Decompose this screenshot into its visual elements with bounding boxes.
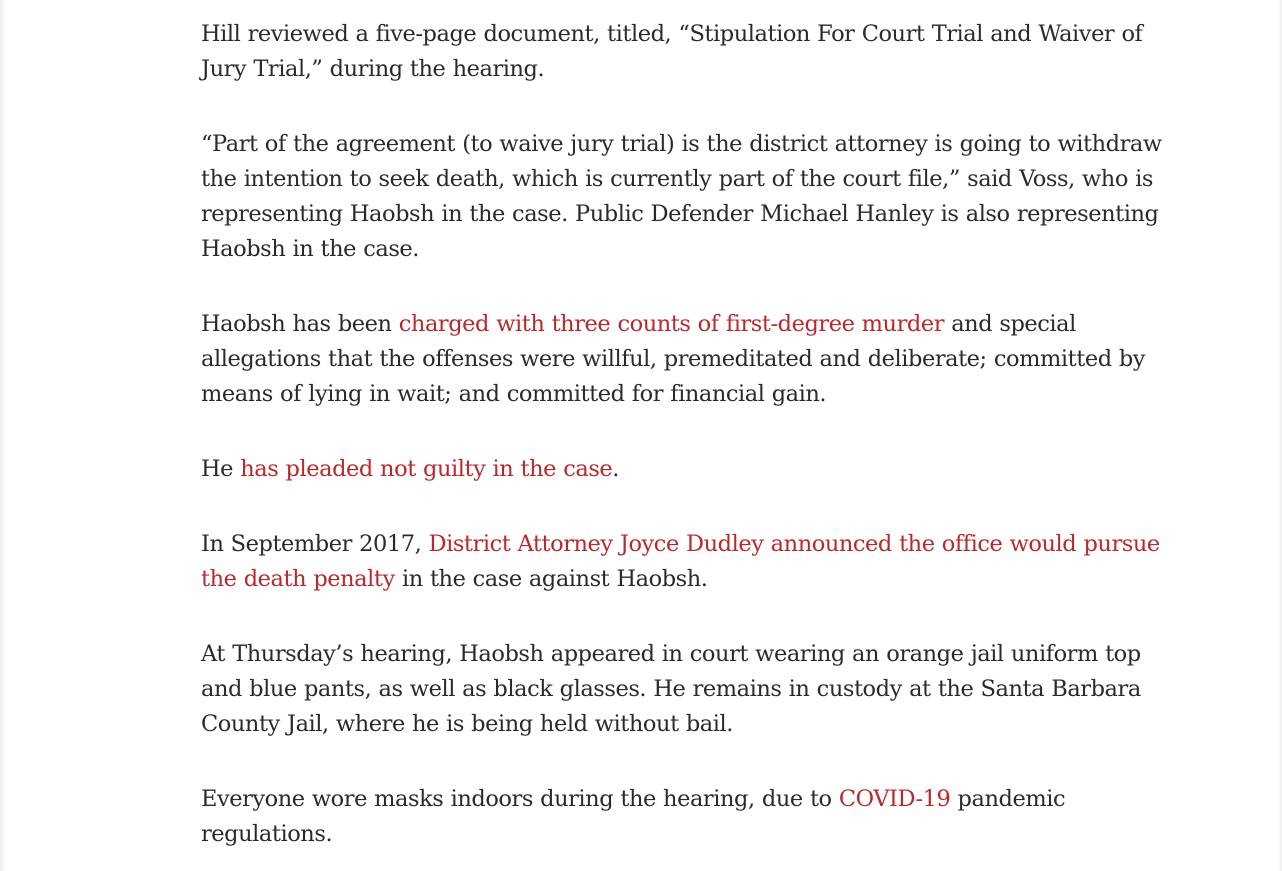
article-body [201, 17, 1166, 871]
paragraph-text: . [612, 456, 619, 482]
link-covid-19[interactable]: COVID-19 [838, 786, 951, 812]
paragraph-text: and special allegations that the offenses were willful, premeditated and deliberate; committed by means of lying in wait; and committed for financial gain. [201, 311, 1146, 407]
article-paragraph [201, 127, 1166, 267]
paragraph-text: Everyone wore masks indoors during the hearing, due to [201, 786, 839, 812]
article-paragraph [201, 307, 1166, 412]
paragraph-text: He [201, 456, 241, 482]
page-right-edge [1278, 0, 1282, 871]
paragraph-text: In September 2017, [201, 531, 429, 557]
article-paragraph [201, 452, 1166, 487]
paragraph-text: Haobsh has been [201, 311, 399, 337]
article-paragraph [201, 637, 1166, 742]
paragraph-text: pandemic regulations. [201, 786, 1066, 847]
paragraph-text: At Thursday’s hearing, Haobsh appeared in court wearing an orange jail uniform top and blue pants, as well as black glasses. He remains in custody at the Santa Barbara County Jail, where he is being held without bail. [201, 641, 1141, 737]
link-not-guilty-plea[interactable]: has pleaded not guilty in the case [240, 456, 613, 482]
paragraph-text: Hill reviewed a five-page document, titled, “Stipulation For Court Trial and Waiver of Jury Trial,” during the hearing. [201, 21, 1143, 82]
article-paragraph [201, 782, 1166, 852]
link-death-penalty-announcement[interactable]: District Attorney Joyce Dudley announced the office would pursue the death penalty [201, 531, 1160, 592]
article-paragraph [201, 17, 1166, 87]
page-left-edge [0, 0, 6, 871]
link-murder-charges[interactable]: charged with three counts of first-degree murder [398, 311, 944, 337]
paragraph-text: in the case against Haobsh. [394, 566, 708, 592]
article-paragraph [201, 527, 1166, 597]
paragraph-text: “Part of the agreement (to waive jury trial) is the district attorney is going to withdraw the intention to seek death, which is currently part of the court file,” said Voss, who is representing Haobsh in the case. Public Defender Michael Hanley is also representing Haobsh in the case. [201, 131, 1162, 262]
